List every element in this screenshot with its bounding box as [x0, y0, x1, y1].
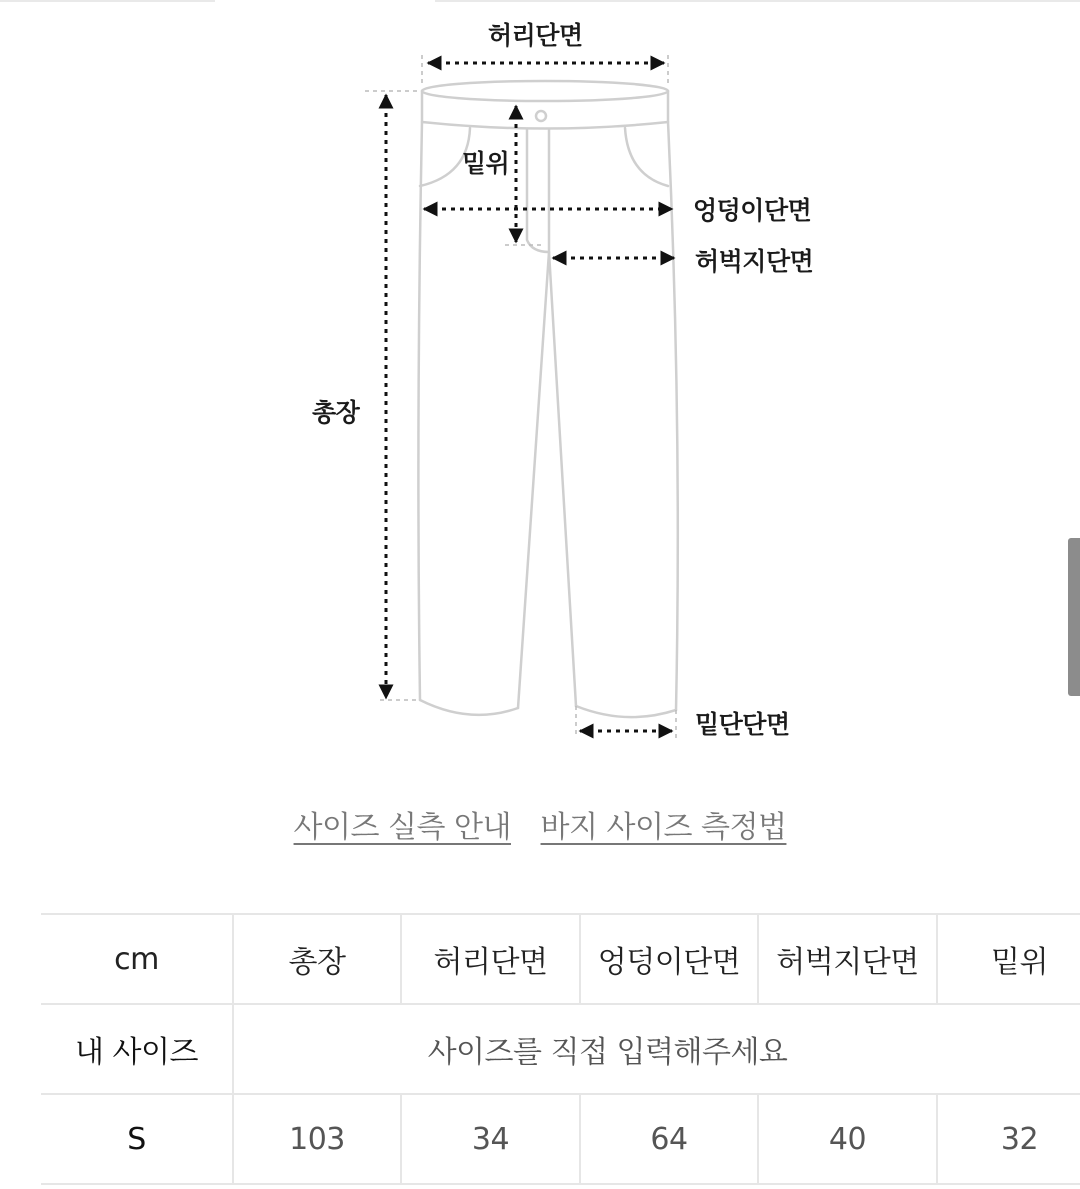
label-hem: 밑단단면: [695, 710, 790, 739]
label-length: 총장: [312, 398, 360, 427]
value-length: 103: [233, 1094, 401, 1184]
header-unit: cm: [41, 914, 233, 1004]
header-hip: 엉덩이단면: [580, 914, 758, 1004]
value-rise: 32: [937, 1094, 1080, 1184]
table-row: [41, 1094, 1080, 1184]
guide-links: [0, 802, 1080, 846]
scrollbar-thumb[interactable]: [1068, 538, 1080, 696]
label-thigh: 허벅지단면: [695, 247, 814, 276]
pants-outline: [418, 81, 677, 717]
my-size-row: [41, 1004, 1080, 1094]
value-waist: 34: [401, 1094, 580, 1184]
measure-method-link[interactable]: 바지 사이즈 측정법: [540, 810, 787, 845]
label-waist: 허리단면: [488, 21, 583, 50]
header-waist: 허리단면: [401, 914, 580, 1004]
my-size-input[interactable]: 사이즈를 직접 입력해주세요: [233, 1004, 1080, 1094]
size-guide-link[interactable]: 사이즈 실측 안내: [293, 810, 511, 845]
label-rise: 밑위: [462, 149, 510, 178]
header-thigh: 허벅지단면: [758, 914, 937, 1004]
header-rise: 밑위: [937, 914, 1080, 1004]
label-hip: 엉덩이단면: [693, 196, 812, 225]
value-hip: 64: [580, 1094, 758, 1184]
size-cell: S: [41, 1094, 233, 1184]
my-size-label: 내 사이즈: [41, 1004, 233, 1094]
value-thigh: 40: [758, 1094, 937, 1184]
table-header-row: [41, 914, 1080, 1004]
size-table: [41, 913, 1080, 1185]
header-length: 총장: [233, 914, 401, 1004]
